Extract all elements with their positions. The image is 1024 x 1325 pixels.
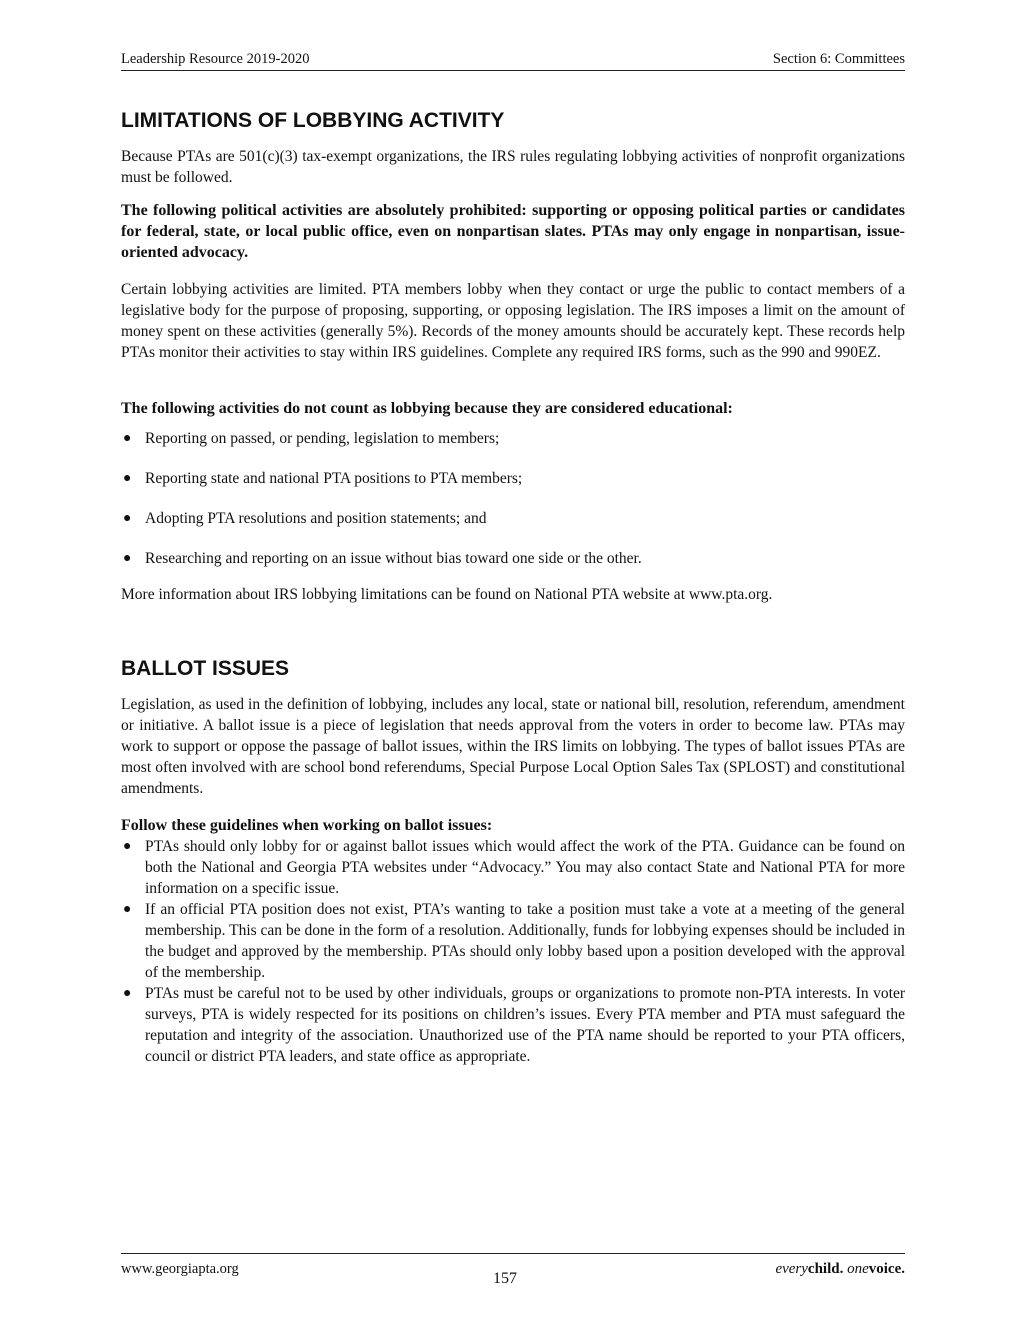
- tagline-voice: voice.: [868, 1261, 905, 1277]
- list-item: [121, 983, 905, 1067]
- prohibited-activities-text: The following political activities are absolutely prohibited: supporting or opposing political parties or candidates for federal, state, or local public office, even on nonpartisan slates. PTAs may only engage in nonpartisan, issue-oriented advocacy.: [121, 202, 905, 261]
- list-item-text: PTAs must be careful not to be used by other individuals, groups or organizations to promote non-PTA interests. In voter surveys, PTA is widely respected for its positions on children’s issues. Every PTA member and PTA must safeguard the reputation and integrity of the association. Unauthorized use of the PTA name should be reported to your PTA officers, council or district PTA leaders, and state office as appropriate.: [145, 985, 905, 1065]
- bullet-icon: ●: [123, 431, 132, 446]
- list-item: [121, 899, 905, 983]
- list-item: [121, 508, 905, 529]
- ballot-intro-text: Legislation, as used in the definition of lobbying, includes any local, state or national bill, resolution, referendum, amendment or initiative. A ballot issue is a piece of legislation that needs approval from the voters in order to become law. PTAs may work to support or oppose the passage of ballot issues, within the IRS limits on lobbying. The types of ballot issues PTAs are most often involved with are school bond referendums, Special Purpose Local Option Sales Tax (SPLOST) and constitutional amendments.: [121, 696, 905, 797]
- ballot-section-title: BALLOT ISSUES: [121, 657, 290, 680]
- bullet-icon: ●: [123, 471, 132, 486]
- list-item: [121, 548, 905, 569]
- limited-activities-text: Certain lobbying activities are limited. PTA members lobby when they contact or urge the public to contact members of a legislative body for the purpose of proposing, supporting, or opposing legislation. The IRS imposes a limit on the amount of money spent on these activities (generally 5%). Records of the money amounts should be accurately kept. These records help PTAs monitor their activities to stay within IRS guidelines. Complete any required IRS forms, such as the 990 and 990EZ.: [121, 281, 905, 361]
- list-item-text: Researching and reporting on an issue without bias toward one side or the other.: [145, 550, 642, 567]
- list-item-text: Reporting state and national PTA positions to PTA members;: [145, 470, 523, 487]
- list-item: [121, 428, 905, 449]
- guidelines-heading-text: Follow these guidelines when working on ballot issues:: [121, 817, 493, 834]
- footer-tagline: [775, 1260, 905, 1278]
- list-item-text: Reporting on passed, or pending, legislation to members;: [145, 430, 500, 447]
- bullet-icon: ●: [123, 839, 132, 854]
- running-footer: [121, 1253, 905, 1287]
- list-item-text: Adopting PTA resolutions and position statements; and: [145, 510, 487, 527]
- list-item-text: PTAs should only lobby for or against ballot issues which would affect the work of the PTA. Guidance can be found on both the National and Georgia PTA websites under “Advocacy.” You may also contact State and National PTA for more information on a specific issue.: [145, 838, 905, 897]
- running-header: [121, 50, 905, 71]
- more-info-text: More information about IRS lobbying limitations can be found on National PTA website at www.pta.org.: [121, 586, 773, 603]
- lobbying-intro: [121, 146, 905, 188]
- educational-heading-text: The following activities do not count as lobbying because they are considered educational:: [121, 400, 733, 417]
- header-right: Section 6: Committees: [772, 51, 905, 67]
- header-left: Leadership Resource 2019-2020: [121, 51, 310, 67]
- educational-list: [121, 428, 905, 588]
- tagline-every: every: [775, 1261, 808, 1277]
- bullet-icon: ●: [123, 511, 132, 526]
- lobbying-intro-text: Because PTAs are 501(c)(3) tax-exempt organizations, the IRS rules regulating lobbying activities of nonprofit organizations must be followed.: [121, 148, 905, 186]
- bullet-icon: ●: [123, 551, 132, 566]
- ballot-intro: [121, 694, 905, 799]
- list-item: [121, 836, 905, 899]
- educational-heading: [121, 398, 905, 419]
- bullet-icon: ●: [123, 986, 132, 1001]
- footer-website: www.georgiapta.org: [121, 1261, 239, 1277]
- guidelines-heading: [121, 815, 905, 836]
- guidelines-list: [121, 836, 905, 1067]
- lobbying-section-title: LIMITATIONS OF LOBBYING ACTIVITY: [121, 109, 505, 132]
- more-info: [121, 584, 905, 605]
- prohibited-activities: [121, 200, 905, 263]
- page-number: 157: [493, 1270, 517, 1287]
- tagline-one: one: [847, 1261, 869, 1277]
- bullet-icon: ●: [123, 902, 132, 917]
- tagline-child: child.: [807, 1261, 844, 1277]
- limited-activities: [121, 279, 905, 363]
- list-item-text: If an official PTA position does not exist, PTA’s wanting to take a position must take a vote at a meeting of the general membership. This can be done in the form of a resolution. Additionally, funds for lobbying expenses should be included in the budget and approved by the membership. PTAs should only lobby based upon a position developed with the approval of the membership.: [145, 901, 905, 981]
- list-item: [121, 468, 905, 489]
